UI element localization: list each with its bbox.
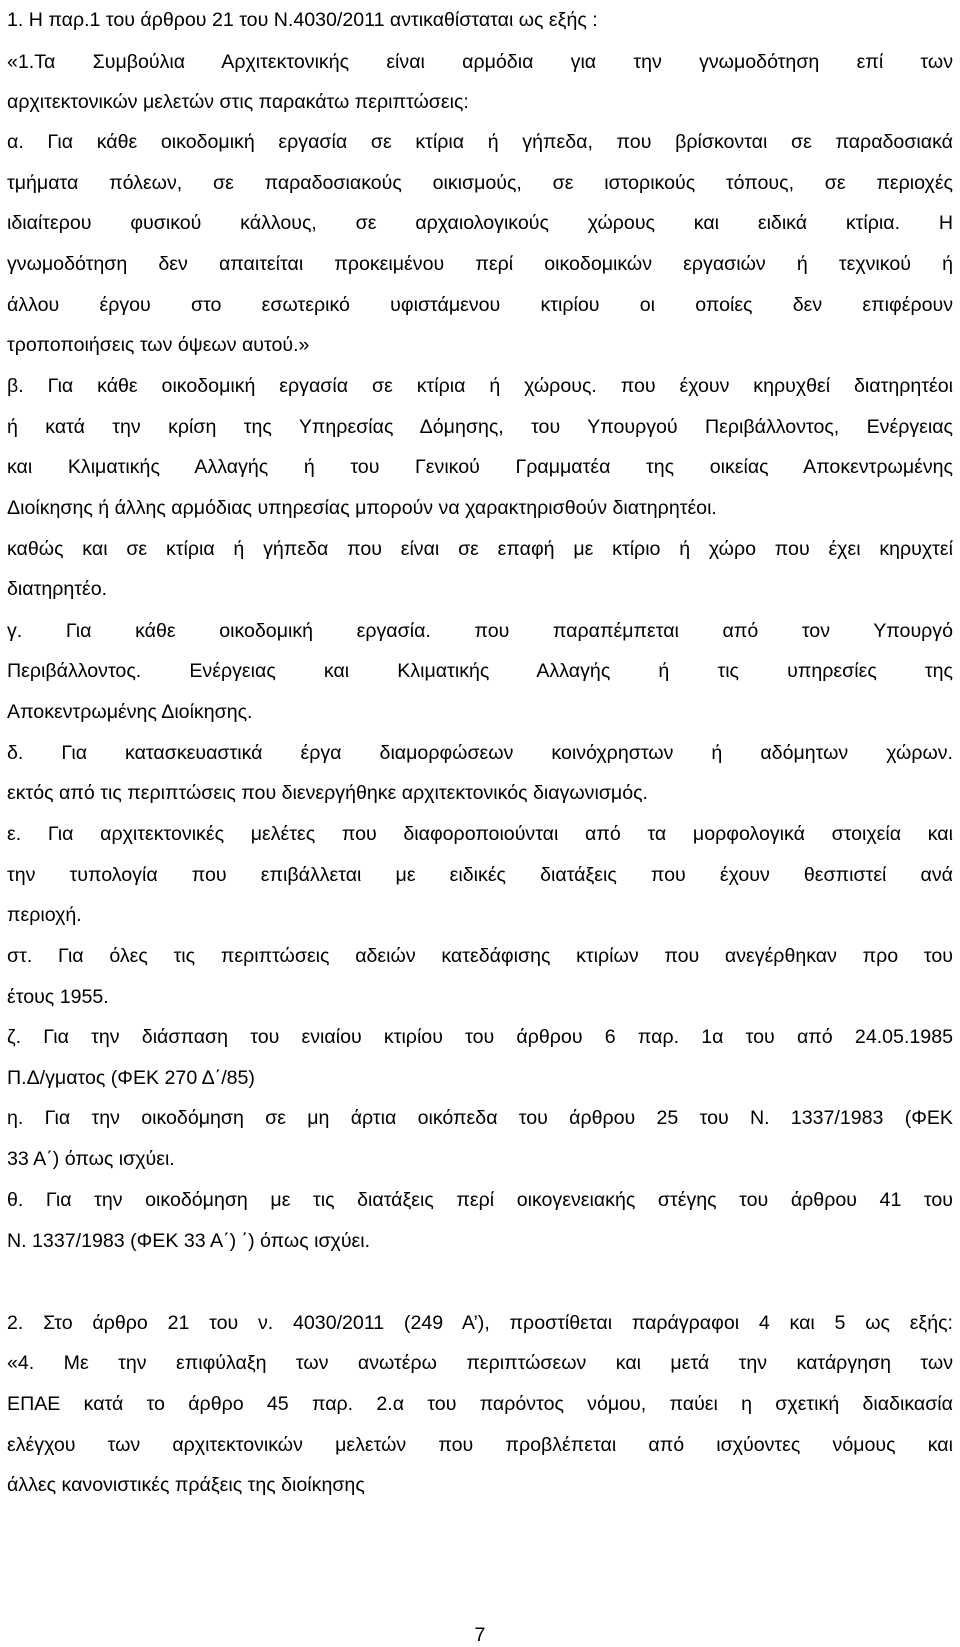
- text-line: γνωμοδότηση δεν απαιτείται προκειμένου περί οικοδομικών εργασιών ή τεχνικού ή: [7, 253, 953, 275]
- text-line: εκτός από τις περιπτώσεις που διενεργήθηκε αρχιτεκτονικός διαγωνισμός.: [7, 782, 648, 804]
- text-line: Διοίκησης ή άλλης αρμόδιας υπηρεσίας μπορούν να χαρακτηρισθούν διατηρητέοι.: [7, 497, 717, 519]
- text-line: Αποκεντρωμένης Διοίκησης.: [7, 701, 253, 723]
- text-line: άλλες κανονιστικές πράξεις της διοίκησης: [7, 1474, 365, 1496]
- text-line: τροποποιήσεις των όψεων αυτού.»: [7, 334, 310, 356]
- text-line: Π.Δ/γματος (ΦΕΚ 270 Δ΄/85): [7, 1067, 255, 1089]
- text-line: «4. Με την επιφύλαξη των ανωτέρω περιπτώσεων και μετά την κατάργηση των: [7, 1352, 953, 1374]
- text-line: ελέγχου των αρχιτεκτονικών μελετών που προβλέπεται από ισχύοντες νόμους και: [7, 1434, 953, 1456]
- text-line: ΕΠΑΕ κατά το άρθρο 45 παρ. 2.α του παρόντος νόμου, παύει η σχετική διαδικασία: [7, 1393, 953, 1415]
- text-line: η. Για την οικοδόμηση σε μη άρτια οικόπεδα του άρθρου 25 του Ν. 1337/1983 (ΦΕΚ: [7, 1107, 953, 1129]
- text-line: έτους 1955.: [7, 986, 109, 1008]
- text-line: καθώς και σε κτίρια ή γήπεδα που είναι σε επαφή με κτίριο ή χώρο που έχει κηρυχτεί: [7, 538, 953, 560]
- text-line: 1. Η παρ.1 του άρθρου 21 του Ν.4030/2011 αντικαθίσταται ως εξής :: [7, 9, 598, 31]
- page-number: 7: [474, 1624, 486, 1646]
- text-line: 33 Α΄) όπως ισχύει.: [7, 1148, 175, 1170]
- text-line: αρχιτεκτονικών μελετών στις παρακάτω περιπτώσεις:: [7, 91, 469, 113]
- text-line: δ. Για κατασκευαστικά έργα διαμορφώσεων κοινόχρηστων ή αδόμητων χώρων.: [7, 742, 953, 764]
- text-line: ζ. Για την διάσπαση του ενιαίου κτιρίου του άρθρου 6 παρ. 1α του από 24.05.1985: [7, 1026, 953, 1048]
- text-line: 2. Στο άρθρο 21 του ν. 4030/2011 (249 Α’), προστίθεται παράγραφοι 4 και 5 ως εξής:: [7, 1312, 953, 1334]
- text-line: την τυπολογία που επιβάλλεται με ειδικές διατάξεις που έχουν θεσπιστεί ανά: [7, 864, 953, 886]
- text-line: τμήματα πόλεων, σε παραδοσιακούς οικισμούς, σε ιστορικούς τόπους, σε περιοχές: [7, 172, 953, 194]
- text-line: περιοχή.: [7, 904, 82, 926]
- text-line: και Κλιματικής Αλλαγής ή του Γενικού Γραμματέα της οικείας Αποκεντρωμένης: [7, 456, 953, 478]
- text-line: Περιβάλλοντος. Ενέργειας και Κλιματικής Αλλαγής ή τις υπηρεσίες της: [7, 660, 953, 682]
- text-line: διατηρητέο.: [7, 578, 108, 600]
- text-line: άλλου έργου στο εσωτερικό υφιστάμενου κτιρίου οι οποίες δεν επιφέρουν: [7, 294, 953, 316]
- text-line: στ. Για όλες τις περιπτώσεις αδειών κατεδάφισης κτιρίων που ανεγέρθηκαν προ του: [7, 945, 953, 967]
- text-line: α. Για κάθε οικοδομική εργασία σε κτίρια ή γήπεδα, που βρίσκονται σε παραδοσιακά: [7, 131, 953, 153]
- text-line: Ν. 1337/1983 (ΦΕΚ 33 Α΄) ΄) όπως ισχύει.: [7, 1230, 371, 1252]
- text-line: «1.Τα Συμβούλια Αρχιτεκτονικής είναι αρμόδια για την γνωμοδότηση επί των: [7, 51, 953, 73]
- text-line: θ. Για την οικοδόμηση με τις διατάξεις περί οικογενειακής στέγης του άρθρου 41 του: [7, 1189, 953, 1211]
- text-line: ιδιαίτερου φυσικού κάλλους, σε αρχαιολογικούς χώρους και ειδικά κτίρια. Η: [7, 212, 953, 234]
- text-line: ε. Για αρχιτεκτονικές μελέτες που διαφοροποιούνται από τα μορφολογικά στοιχεία και: [7, 823, 953, 845]
- text-line: β. Για κάθε οικοδομική εργασία σε κτίρια ή χώρους. που έχουν κηρυχθεί διατηρητέοι: [7, 375, 953, 397]
- text-line: γ. Για κάθε οικοδομική εργασία. που παραπέμπεται από τον Υπουργό: [7, 620, 953, 642]
- text-line: ή κατά την κρίση της Υπηρεσίας Δόμησης, του Υπουργού Περιβάλλοντος, Ενέργειας: [7, 416, 953, 438]
